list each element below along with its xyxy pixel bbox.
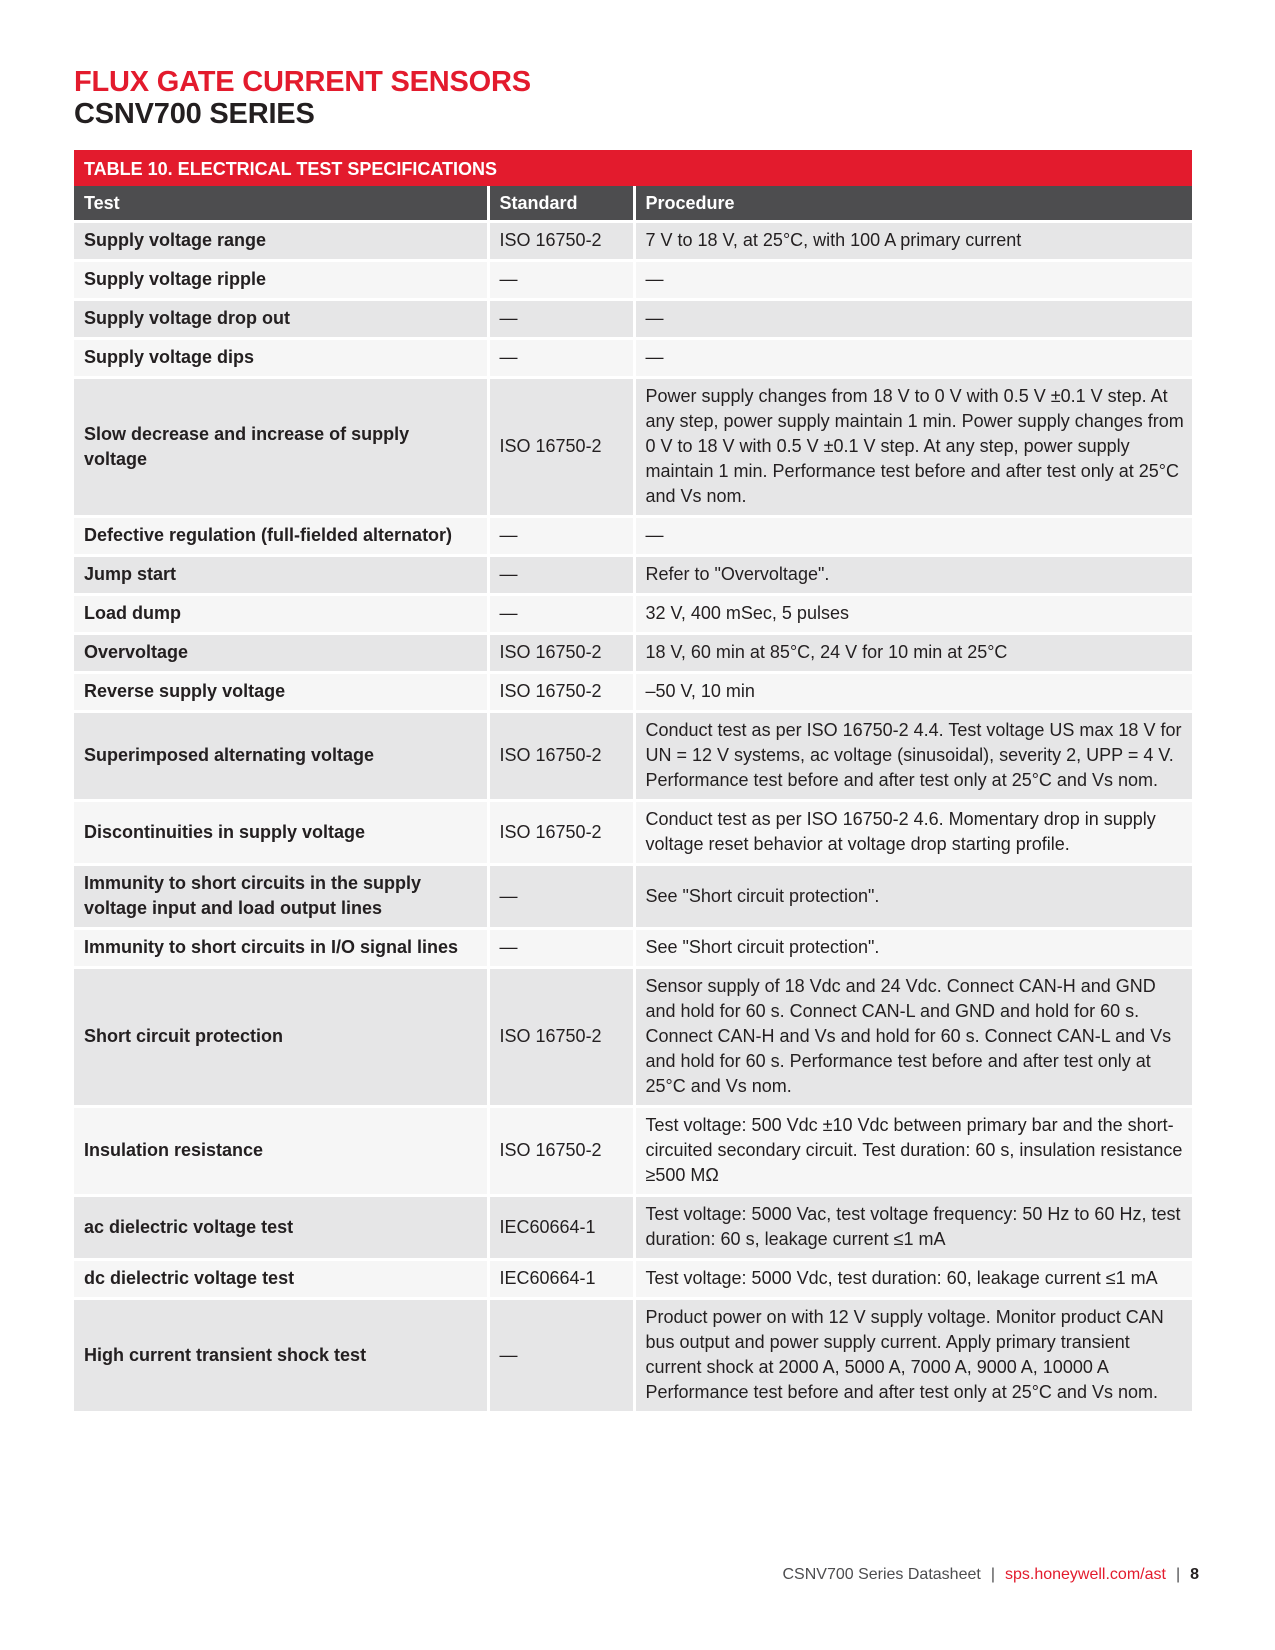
table-row	[74, 1107, 1192, 1196]
table-row	[74, 673, 1192, 712]
cell-test: Reverse supply voltage	[74, 673, 488, 712]
cell-standard: ISO 16750-2	[488, 1107, 634, 1196]
page-number: 8	[1190, 1566, 1199, 1583]
cell-test: Overvoltage	[74, 634, 488, 673]
cell-standard: ISO 16750-2	[488, 673, 634, 712]
cell-standard: ISO 16750-2	[488, 222, 634, 261]
page-footer	[782, 1566, 1199, 1584]
cell-standard: IEC60664-1	[488, 1196, 634, 1260]
cell-standard: —	[488, 595, 634, 634]
cell-test: Load dump	[74, 595, 488, 634]
spec-table	[74, 186, 1192, 1411]
page-header	[74, 66, 531, 130]
cell-test: dc dielectric voltage test	[74, 1260, 488, 1299]
cell-standard: IEC60664-1	[488, 1260, 634, 1299]
cell-standard: —	[488, 929, 634, 968]
cell-procedure: Product power on with 12 V supply voltage. Monitor product CAN bus output and power supply current. Apply primary transient current shock at 2000 A, 5000 A, 7000 A, 9000 A, 10000 A Performance test before and after test only at 25°C and Vs nom.	[634, 1299, 1192, 1412]
cell-test: Supply voltage range	[74, 222, 488, 261]
cell-procedure: –50 V, 10 min	[634, 673, 1192, 712]
cell-standard: —	[488, 865, 634, 929]
cell-test: Short circuit protection	[74, 968, 488, 1107]
cell-procedure: Conduct test as per ISO 16750-2 4.6. Momentary drop in supply voltage reset behavior at voltage drop starting profile.	[634, 801, 1192, 865]
cell-procedure: Test voltage: 5000 Vdc, test duration: 60, leakage current ≤1 mA	[634, 1260, 1192, 1299]
cell-test: Jump start	[74, 556, 488, 595]
table-row	[74, 634, 1192, 673]
document-subtitle: CSNV700 SERIES	[74, 98, 315, 130]
table-body	[74, 222, 1192, 1412]
cell-test: Discontinuities in supply voltage	[74, 801, 488, 865]
cell-test: Insulation resistance	[74, 1107, 488, 1196]
cell-procedure: —	[634, 300, 1192, 339]
footer-separator: |	[1175, 1566, 1181, 1583]
table-row	[74, 378, 1192, 517]
cell-procedure: Power supply changes from 18 V to 0 V with 0.5 V ±0.1 V step. At any step, power supply maintain 1 min. Power supply changes from 0 V to 18 V with 0.5 V ±0.1 V step. At any step, power supply maintain 1 min. Performance test before and after test only at 25°C and Vs nom.	[634, 378, 1192, 517]
cell-procedure: Test voltage: 500 Vdc ±10 Vdc between primary bar and the short-circuited secondary circuit. Test duration: 60 s, insulation resistance ≥500 MΩ	[634, 1107, 1192, 1196]
table-row	[74, 339, 1192, 378]
table-row	[74, 1196, 1192, 1260]
cell-procedure: —	[634, 339, 1192, 378]
table-row	[74, 300, 1192, 339]
cell-procedure: —	[634, 517, 1192, 556]
table-caption: TABLE 10. ELECTRICAL TEST SPECIFICATIONS	[74, 150, 1192, 186]
table-row	[74, 517, 1192, 556]
table-row	[74, 556, 1192, 595]
cell-procedure: —	[634, 261, 1192, 300]
cell-test: Slow decrease and increase of supply voltage	[74, 378, 488, 517]
cell-test: High current transient shock test	[74, 1299, 488, 1412]
table-header-row	[74, 186, 1192, 222]
cell-test: Supply voltage ripple	[74, 261, 488, 300]
cell-procedure: 32 V, 400 mSec, 5 pulses	[634, 595, 1192, 634]
cell-standard: —	[488, 556, 634, 595]
cell-standard: —	[488, 300, 634, 339]
cell-standard: ISO 16750-2	[488, 801, 634, 865]
footer-url-link[interactable]: sps.honeywell.com/ast	[1004, 1566, 1166, 1583]
column-header-test: Test	[74, 186, 488, 222]
table-row	[74, 712, 1192, 801]
cell-standard: ISO 16750-2	[488, 712, 634, 801]
document-title: FLUX GATE CURRENT SENSORS	[74, 66, 531, 98]
table-row	[74, 929, 1192, 968]
cell-standard: ISO 16750-2	[488, 968, 634, 1107]
cell-test: Defective regulation (full-fielded alternator)	[74, 517, 488, 556]
cell-standard: —	[488, 339, 634, 378]
cell-procedure: Sensor supply of 18 Vdc and 24 Vdc. Connect CAN-H and GND and hold for 60 s. Connect CAN-L and GND and hold for 60 s. Connect CAN-H and Vs and hold for 60 s. Connect CAN-L and Vs and hold for 60 s. Performance test before and after test only at 25°C and Vs nom.	[634, 968, 1192, 1107]
column-header-procedure: Procedure	[634, 186, 1192, 222]
cell-procedure: 7 V to 18 V, at 25°C, with 100 A primary current	[634, 222, 1192, 261]
cell-procedure: 18 V, 60 min at 85°C, 24 V for 10 min at 25°C	[634, 634, 1192, 673]
cell-test: Supply voltage drop out	[74, 300, 488, 339]
cell-test: ac dielectric voltage test	[74, 1196, 488, 1260]
cell-test: Immunity to short circuits in I/O signal lines	[74, 929, 488, 968]
table-row	[74, 1260, 1192, 1299]
cell-procedure: Refer to "Overvoltage".	[634, 556, 1192, 595]
cell-standard: —	[488, 517, 634, 556]
table-row	[74, 1299, 1192, 1412]
cell-standard: —	[488, 261, 634, 300]
table-row	[74, 222, 1192, 261]
electrical-test-table	[74, 150, 1192, 1411]
cell-test: Supply voltage dips	[74, 339, 488, 378]
cell-test: Immunity to short circuits in the supply voltage input and load output lines	[74, 865, 488, 929]
cell-procedure: See "Short circuit protection".	[634, 865, 1192, 929]
footer-doc-name: CSNV700 Series Datasheet	[782, 1566, 981, 1583]
cell-standard: —	[488, 1299, 634, 1412]
cell-procedure: See "Short circuit protection".	[634, 929, 1192, 968]
table-row	[74, 595, 1192, 634]
table-row	[74, 865, 1192, 929]
column-header-standard: Standard	[488, 186, 634, 222]
cell-standard: ISO 16750-2	[488, 634, 634, 673]
table-row	[74, 801, 1192, 865]
cell-standard: ISO 16750-2	[488, 378, 634, 517]
cell-procedure: Conduct test as per ISO 16750-2 4.4. Test voltage US max 18 V for UN = 12 V systems, ac voltage (sinusoidal), severity 2, UPP = 4 V. Performance test before and after test only at 25°C and Vs nom.	[634, 712, 1192, 801]
table-row	[74, 261, 1192, 300]
table-row	[74, 968, 1192, 1107]
cell-procedure: Test voltage: 5000 Vac, test voltage frequency: 50 Hz to 60 Hz, test duration: 60 s, leakage current ≤1 mA	[634, 1196, 1192, 1260]
cell-test: Superimposed alternating voltage	[74, 712, 488, 801]
footer-separator: |	[990, 1566, 995, 1583]
